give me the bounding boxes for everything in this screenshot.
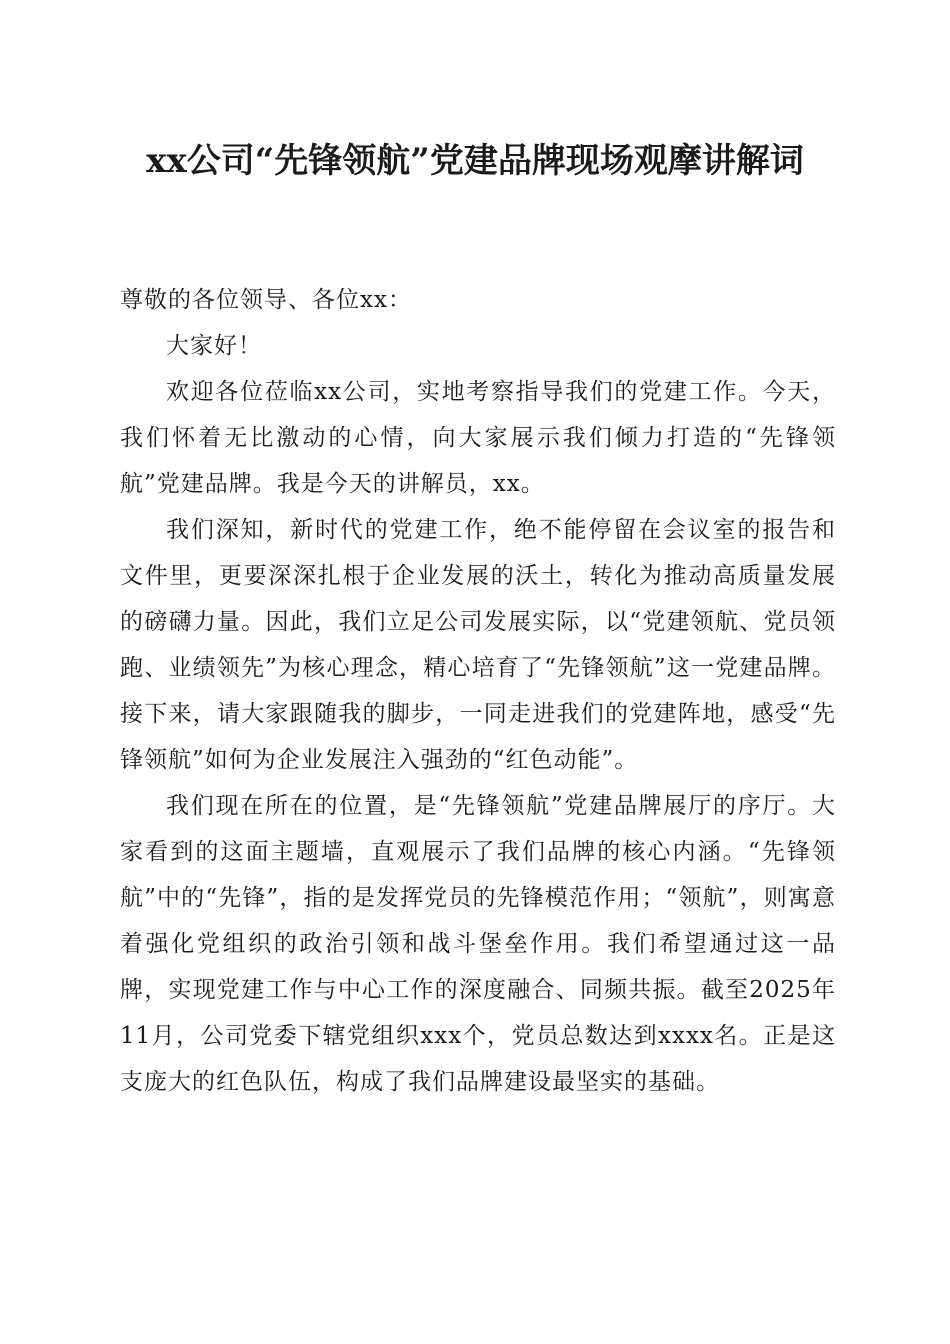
paragraph-brand-intro: 我们深知，新时代的党建工作，绝不能停留在会议室的报告和文件里，更要深深扎根于企业发展的沃土，转化为推动高质量发展的磅礴力量。因此，我们立足公司发展实际，以“党建领航、党员领跑、业绩领先”为核心理念，精心培育了“先锋领航”这一党建品牌。接下来，请大家跟随我的脚步，一同走进我们的党建阵地，感受“先锋领航”如何为企业发展注入强劲的“红色动能”。 (120, 517, 836, 773)
document-body (120, 277, 836, 1105)
paragraph-welcome: 欢迎各位莅临xx公司，实地考察指导我们的党建工作。今天，我们怀着无比激动的心情，向大家展示我们倾力打造的“先锋领航”党建品牌。我是今天的讲解员，xx。 (120, 379, 836, 497)
paragraph-prelude-hall: 我们现在所在的位置，是“先锋领航”党建品牌展厅的序厅。大家看到的这面主题墙，直观展示了我们品牌的核心内涵。“先锋领航”中的“先锋”，指的是发挥党员的先锋模范作用；“领航”，则寓意着强化党组织的政治引领和战斗堡垒作用。我们希望通过这一品牌，实现党建工作与中心工作的深度融合、同频共振。截至2025年11月，公司党委下辖党组织xxx个，党员总数达到xxxx名。正是这支庞大的红色队伍，构成了我们品牌建设最坚实的基础。 (120, 793, 836, 1095)
greeting: 大家好！ (166, 333, 262, 359)
salutation: 尊敬的各位领导、各位xx： (120, 287, 412, 313)
document-title: xx公司“先锋领航”党建品牌现场观摩讲解词 (146, 141, 804, 181)
